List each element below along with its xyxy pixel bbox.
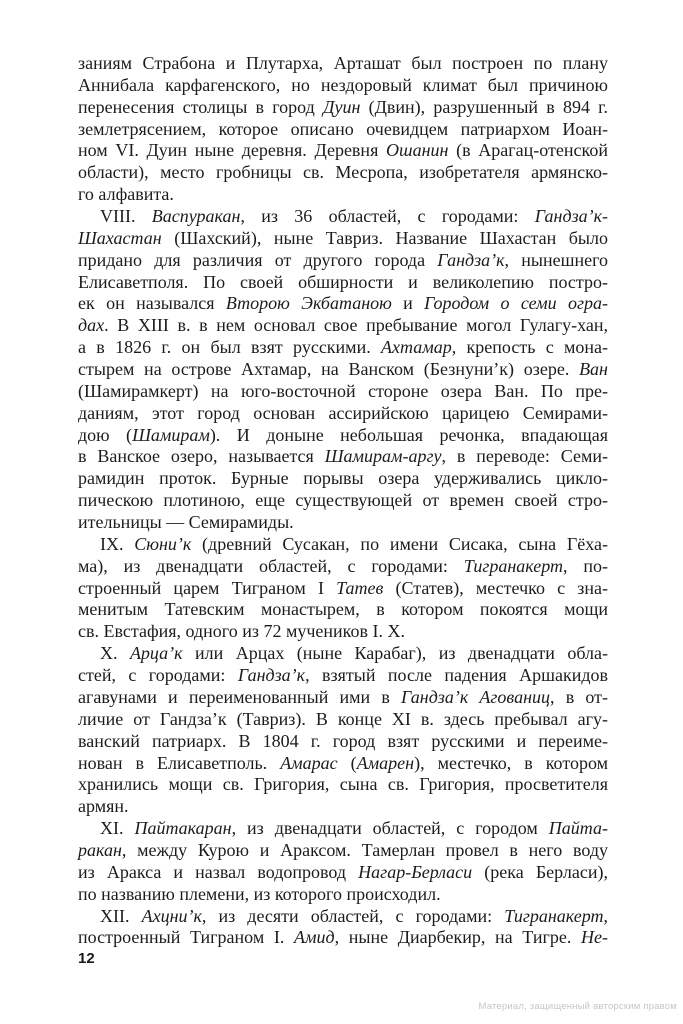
text-segment: заниям Страбона и Плутарха, Арташат был построен по плану	[78, 53, 608, 73]
text-segment: или Арцах (ныне Карабаг), из двенадцати обла-	[182, 643, 608, 664]
text-line	[78, 446, 608, 468]
italic-text-segment: Амарен	[356, 752, 415, 773]
text-line	[78, 53, 608, 75]
text-segment: (древний Сусакан, по имени Сисака, сына Гёха-	[191, 533, 608, 554]
text-segment: хранились мощи св. Григория, сына св. Григория, просветителя	[78, 774, 608, 795]
text-line	[78, 621, 608, 643]
text-segment: (Шахский), ныне Тавриз. Название Шахастан было	[161, 227, 608, 248]
text-segment: из Аракса и назвал водопровод	[78, 861, 359, 882]
text-segment: рамидин проток. Бурные порывы озера удерживались цикло-	[78, 468, 608, 489]
text-line	[78, 359, 608, 381]
text-line	[78, 140, 608, 162]
text-segment: перенесения столицы в город	[78, 96, 324, 117]
text-segment: , из 36 областей, с городами:	[240, 206, 535, 227]
text-segment: армян.	[78, 796, 129, 817]
page-number: 12	[78, 950, 95, 967]
text-line	[78, 184, 608, 206]
italic-text-segment: ракан	[78, 839, 122, 860]
text-line	[78, 512, 608, 534]
text-segment: придано для различия от другого города	[78, 249, 438, 270]
text-segment: VIII.	[100, 206, 152, 227]
text-segment: , по-	[563, 555, 608, 576]
text-line	[78, 665, 608, 687]
text-segment: стей, с городами:	[78, 665, 238, 686]
text-line	[78, 381, 608, 403]
text-line	[78, 927, 608, 949]
text-segment: ,	[603, 905, 608, 926]
text-line	[78, 862, 608, 884]
italic-text-segment: Гандза’к-	[534, 206, 609, 227]
italic-text-segment: Татев	[336, 577, 384, 598]
text-segment: строенный царем Тиграном I	[78, 577, 337, 598]
text-segment: (Статев), местечко с зна-	[383, 577, 608, 598]
text-segment: . В XIII в. в нем основал свое пребывание могол Гулагу-хан,	[104, 315, 608, 336]
text-segment: ), местечко, в котором	[414, 752, 608, 773]
text-segment: XII.	[100, 905, 142, 926]
text-segment: (Двин), разрушенный в 894 г.	[360, 96, 608, 117]
text-segment: даниям, этот город основан ассирийскою царицею Семирами-	[78, 402, 608, 423]
italic-text-segment: Шахастан	[78, 227, 162, 248]
text-line	[78, 272, 608, 294]
text-segment: дою (	[78, 424, 133, 445]
italic-text-segment: Нагар-Берласи	[358, 861, 473, 882]
italic-text-segment: Ван	[579, 359, 608, 380]
text-line	[78, 293, 608, 315]
text-segment: (река Берласи),	[472, 861, 608, 882]
text-segment: нован в Елисаветполь.	[78, 752, 281, 773]
text-line	[78, 206, 608, 228]
text-segment: (в Арагац-отенской	[448, 140, 608, 161]
text-segment: , из двенадцати областей, с городом	[231, 818, 549, 839]
text-segment: по названию племени, из которого происходил.	[78, 883, 441, 904]
italic-text-segment: Амид	[294, 927, 335, 948]
italic-text-segment: Дуин	[323, 96, 361, 117]
text-line	[78, 818, 608, 840]
text-line	[78, 731, 608, 753]
text-segment: , в от-	[550, 686, 608, 707]
italic-text-segment: дах	[78, 315, 105, 336]
text-segment: агавунами и переименованный ими в	[78, 686, 401, 707]
text-segment: , взятый после падения Аршакидов	[305, 665, 608, 686]
text-segment: ванский патриарх. В 1804 г. город взят русскими и переиме-	[78, 730, 608, 751]
text-line	[78, 97, 608, 119]
text-line	[78, 490, 608, 512]
text-segment: а в 1826 г. он был взят русскими.	[78, 337, 382, 358]
italic-text-segment: Гандза’к Агованиц	[400, 686, 551, 707]
text-segment: и	[391, 293, 425, 314]
italic-text-segment: Гандза’к	[237, 665, 306, 686]
text-segment: пическою плотиною, еще существующей от времен своей стро-	[78, 490, 608, 511]
text-line	[78, 796, 608, 818]
text-line	[78, 556, 608, 578]
text-segment: землетрясением, которое описано очевидцем патриархом Иоан-	[78, 118, 608, 139]
text-line	[78, 687, 608, 709]
text-segment: области), место гробницы св. Месропа, изобретателя армянско-	[78, 162, 608, 183]
text-segment: IX.	[100, 533, 135, 554]
text-line	[78, 425, 608, 447]
text-segment: , крепость с мона-	[451, 337, 608, 358]
text-segment: стырем на острове Ахтамар, на Ванском (Безнуни’к) озере.	[78, 359, 580, 380]
italic-text-segment: Арца’к	[129, 643, 183, 664]
text-line	[78, 315, 608, 337]
text-segment: Аннибала карфагенского, но нездоровый климат был причиною	[78, 74, 608, 95]
text-line	[78, 468, 608, 490]
text-line	[78, 753, 608, 775]
italic-text-segment: Тигранакерт	[463, 555, 564, 576]
italic-text-segment: Амарас	[280, 752, 338, 773]
text-line	[78, 709, 608, 731]
italic-text-segment: Ошанин	[386, 140, 449, 161]
text-segment: (	[337, 752, 357, 773]
italic-text-segment: Второю Экбатаною	[225, 293, 392, 314]
text-line	[78, 250, 608, 272]
text-line	[78, 840, 608, 862]
text-segment: X.	[100, 643, 130, 664]
text-segment: ительницы — Семирамиды.	[78, 512, 294, 533]
text-line	[78, 643, 608, 665]
text-segment: ек он назывался	[78, 293, 226, 314]
italic-text-segment: Шамирам-аргу	[324, 446, 442, 467]
text-line	[78, 774, 608, 796]
italic-text-segment: Тигранакерт	[504, 905, 604, 926]
text-line	[78, 578, 608, 600]
text-segment: ном VI. Дуин ныне деревня. Деревня	[78, 140, 387, 161]
italic-text-segment: Ахтамар	[381, 337, 452, 358]
italic-text-segment: Гандза’к	[437, 249, 505, 270]
text-segment: ). И доныне небольшая речонка, впадающая	[209, 424, 608, 445]
text-segment: в Ванское озеро, называется	[78, 446, 325, 467]
text-line	[78, 162, 608, 184]
text-segment: (Шамирамкерт) на юго-восточной стороне озера Ван. По пре-	[78, 380, 608, 401]
copyright-notice: Материал, защищенный авторским правом	[478, 1001, 677, 1012]
text-segment: , нынешнего	[504, 249, 609, 270]
text-line	[78, 599, 608, 621]
text-line	[78, 119, 608, 141]
text-segment: , ныне Диарбекир, на Тигре.	[334, 927, 581, 948]
italic-text-segment: Сюни’к	[134, 533, 192, 554]
text-line	[78, 337, 608, 359]
text-segment: Елисаветполя. По своей обширности и великолепию постро-	[78, 271, 608, 292]
text-line	[78, 906, 608, 928]
text-segment: построенный Тиграном I.	[78, 927, 294, 948]
text-segment: го алфавита.	[78, 184, 174, 205]
text-line	[78, 884, 608, 906]
text-segment: личие от Гандза’к (Тавриз). В конце XI в. здесь пребывал агу-	[78, 708, 608, 729]
text-segment: св. Евстафия, одного из 72 мучеников I. Х.	[78, 621, 405, 642]
italic-text-segment: Пайта-	[548, 818, 608, 839]
text-line	[78, 403, 608, 425]
text-segment: , из десяти областей, с городами:	[201, 905, 505, 926]
text-line	[78, 75, 608, 97]
italic-text-segment: Васпуракан	[151, 206, 241, 227]
italic-text-segment: Не-	[581, 927, 608, 948]
text-line	[78, 534, 608, 556]
italic-text-segment: Пайтакаран	[134, 818, 232, 839]
text-line	[78, 228, 608, 250]
italic-text-segment: Ахцни’к	[141, 905, 202, 926]
text-segment: XI.	[100, 818, 135, 839]
italic-text-segment: Городом о семи огра-	[424, 293, 608, 314]
text-segment: , между Курою и Араксом. Тамерлан провел в него воду	[121, 839, 608, 860]
body-text	[78, 53, 608, 949]
text-segment: ма), из двенадцати областей, с городами:	[78, 555, 464, 576]
text-segment: менитым Татевским монастырем, в котором покоятся мощи	[78, 599, 608, 620]
text-segment: , в переводе: Семи-	[441, 446, 608, 467]
italic-text-segment: Шамирам	[132, 424, 210, 445]
